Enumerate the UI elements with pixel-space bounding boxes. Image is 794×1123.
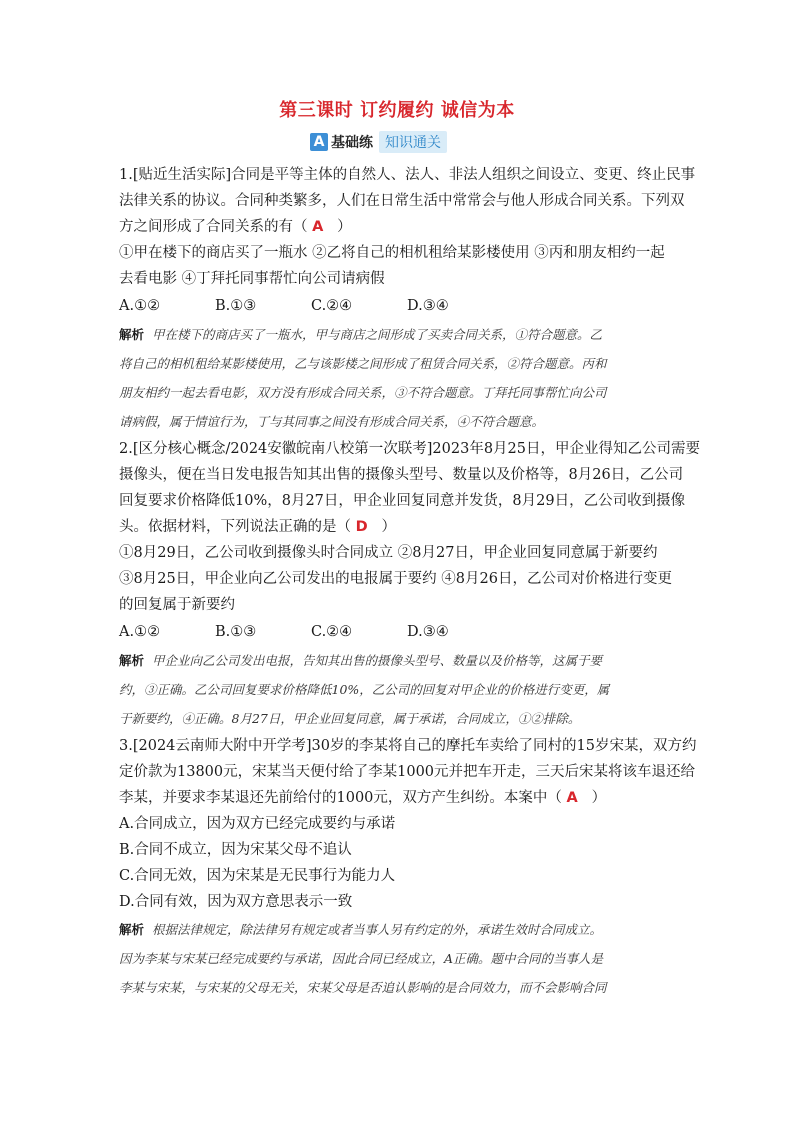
- analysis-text: 李某与宋某，与宋某的父母无关，宋某父母是否追认影响的是合同效力，而不会影响合同: [119, 980, 607, 995]
- analysis-text: 约，③正确。乙公司回复要求价格降低10%，乙公司的回复对甲企业的价格进行变更，属: [119, 682, 610, 697]
- option-d: D.合同有效，因为双方意思表示一致: [119, 894, 353, 910]
- question-text: 法律关系的协议。合同种类繁多，人们在日常生活中常常会与他人形成合同关系。下列双: [119, 193, 685, 209]
- question-text: 方之间形成了合同关系的有（: [119, 219, 308, 235]
- analysis-line: [119, 646, 675, 675]
- option-d: D.③④: [407, 298, 449, 314]
- statement-line: ①8月29日，乙公司收到摄像头时合同成立 ②8月27日，甲企业回复同意属于新要约: [119, 545, 658, 561]
- option-a: A.①②: [119, 298, 161, 314]
- analysis-label: 解析: [119, 327, 145, 342]
- option-c: C.合同无效，因为宋某是无民事行为能力人: [119, 868, 396, 884]
- option-c: C.②④: [311, 298, 353, 314]
- option-a: A.①②: [119, 624, 161, 640]
- statement-line: 的回复属于新要约: [119, 597, 235, 613]
- analysis-text: 甲企业向乙公司发出电报，告知其出售的摄像头型号、数量以及价格等，这属于要: [152, 653, 603, 668]
- question-text: 定价款为13800元，宋某当天便付给了李某1000元并把车开走，三天后宋某将该车退还给: [119, 764, 696, 780]
- option-row: [119, 292, 675, 320]
- answer-mark: A: [312, 219, 324, 235]
- question-text: 李某，并要求李某退还先前给付的1000元，双方产生纠纷。本案中（: [119, 790, 562, 806]
- question-text: ）: [381, 519, 396, 535]
- question-stem-end: [119, 214, 675, 240]
- option-b: B.①③: [215, 298, 257, 314]
- question-text: 1.[贴近生活实际]合同是平等主体的自然人、法人、非法人组织之间设立、变更、终止民事: [119, 167, 696, 183]
- question-text: ）: [591, 790, 607, 806]
- question-text: 2.[区分核心概念/2024安徽皖南八校第一次联考]2023年8月25日，甲企业得知乙公司需要: [119, 441, 701, 457]
- question-stem-end: [119, 514, 675, 540]
- analysis-label: 解析: [119, 922, 145, 937]
- analysis-text: 根据法律规定，除法律另有规定或者当事人另有约定的外，承诺生效时合同成立。: [152, 922, 603, 937]
- section-main-label: 基础练: [331, 135, 373, 151]
- analysis-label: 解析: [119, 653, 145, 668]
- question-text: 头。依据材料，下列说法正确的是（: [119, 519, 351, 535]
- question-2: [119, 436, 701, 733]
- question-text: 3.[2024云南师大附中开学考]30岁的李某将自己的摩托车卖给了同村的15岁宋某，双方约: [119, 738, 697, 754]
- question-1: [119, 162, 696, 436]
- option-d: D.③④: [407, 624, 449, 640]
- option-a: A.合同成立，因为双方已经完成要约与承诺: [119, 816, 396, 832]
- analysis-text: 于新要约，④正确。8月27日，甲企业回复同意，属于承诺，合同成立，①②排除。: [119, 711, 581, 726]
- section-letter-icon: A: [310, 133, 328, 151]
- question-list: [119, 162, 701, 1002]
- analysis-text: 因为李某与宋某已经完成要约与承诺，因此合同已经成立，A正确。题中合同的当事人是: [119, 951, 604, 966]
- section-sub-label: 知识通关: [379, 131, 447, 153]
- page-title: 第三课时 订约履约 诚信为本: [279, 100, 515, 121]
- question-3: [119, 733, 697, 1002]
- analysis-text: 朋友相约一起去看电影，双方没有形成合同关系，③不符合题意。丁拜托同事帮忙向公司: [119, 385, 607, 400]
- analysis-text: 将自己的相机租给某影楼使用，乙与该影楼之间形成了租赁合同关系，②符合题意。丙和: [119, 356, 607, 371]
- option-b: B.①③: [215, 624, 257, 640]
- statement-line: ③8月25日，甲企业向乙公司发出的电报属于要约 ④8月26日，乙公司对价格进行变更: [119, 571, 672, 587]
- question-text: 摄像头，便在当日发电报告知其出售的摄像头型号、数量以及价格等，8月26日，乙公司: [119, 467, 684, 483]
- statement-line: 去看电影 ④丁拜托同事帮忙向公司请病假: [119, 271, 385, 287]
- question-text: ）: [337, 219, 352, 235]
- analysis-text: 请病假，属于情谊行为，丁与其同事之间没有形成合同关系，④不符合题意。: [119, 414, 545, 429]
- statement-line: ①甲在楼下的商店买了一瓶水 ②乙将自己的相机租给某影楼使用 ③丙和朋友相约一起: [119, 245, 665, 261]
- answer-mark: A: [566, 790, 578, 806]
- analysis-line: [119, 915, 675, 944]
- analysis-text: 甲在楼下的商店买了一瓶水，甲与商店之间形成了买卖合同关系，①符合题意。乙: [152, 327, 603, 342]
- analysis-line: [119, 320, 675, 349]
- question-stem-end: [119, 785, 675, 811]
- option-c: C.②④: [311, 624, 353, 640]
- option-row: [119, 618, 675, 646]
- option-b: B.合同不成立，因为宋某父母不追认: [119, 842, 352, 858]
- answer-mark: D: [355, 519, 368, 535]
- section-badge: [310, 132, 447, 152]
- question-text: 回复要求价格降低10%，8月27日，甲企业回复同意并发货，8月29日，乙公司收到摄像: [119, 493, 686, 509]
